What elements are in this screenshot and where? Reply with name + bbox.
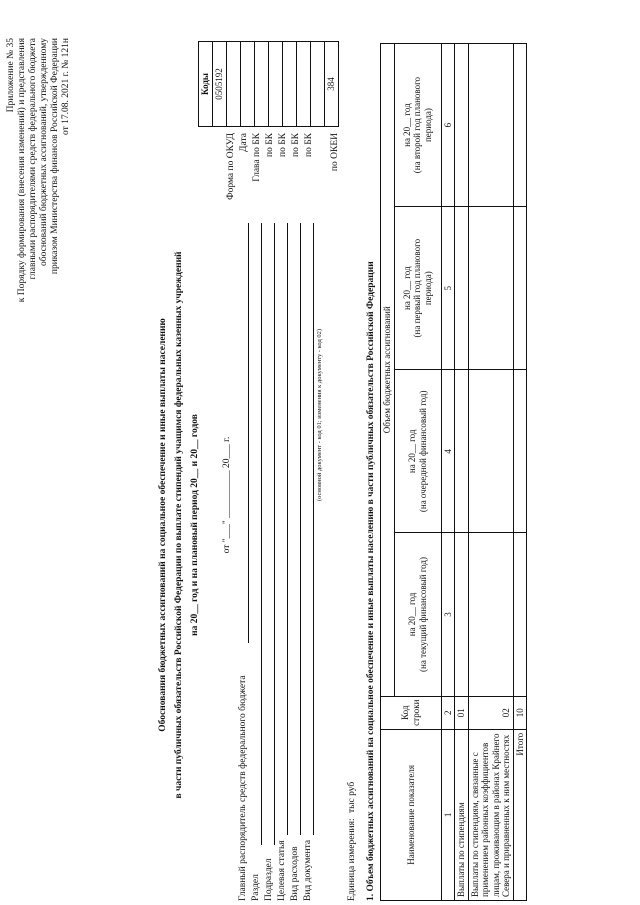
code-value xyxy=(297,42,311,127)
col-group-header: Объем бюджетных ассигнований xyxy=(381,44,395,697)
cell xyxy=(513,44,527,207)
unit-label: Единица измерения: xyxy=(347,818,357,901)
code-value xyxy=(269,42,283,127)
col-number: 6 xyxy=(441,44,455,207)
cell xyxy=(455,533,469,696)
cell xyxy=(468,44,513,207)
cell xyxy=(513,370,527,533)
date-line: от "___" __________ 20___ г. xyxy=(222,436,232,554)
doc-type-note: (основной документ - код 01; изменения к документу - код 02) xyxy=(316,328,323,502)
code-label: по БК xyxy=(265,133,275,158)
total-code: 10 xyxy=(513,696,527,729)
cell xyxy=(455,44,469,207)
appendix-line: от 17.08. 2021 г. № 121н xyxy=(61,38,71,135)
col-number: 2 xyxy=(441,696,455,729)
code-value: 0505192 xyxy=(213,42,227,127)
code-label: по БК xyxy=(278,133,288,158)
code-label: по ОКЕИ xyxy=(330,133,340,172)
appendix-line: обоснований бюджетных ассигнований, утвержденному xyxy=(39,38,49,266)
field-label: Вид документа xyxy=(303,839,313,901)
cell xyxy=(455,207,469,370)
field-underline xyxy=(300,223,301,835)
col-header-name: Наименование показателя xyxy=(381,729,442,900)
row-code: 01 xyxy=(455,696,469,729)
code-value xyxy=(255,42,269,127)
field-underline xyxy=(287,223,288,835)
field-label: Вид расходов xyxy=(290,846,300,901)
heading-line-3: на 20__ год и на плановый период 20__ и 20__ годов xyxy=(190,414,200,636)
code-label: Форма по ОКУД xyxy=(226,133,236,200)
total-row xyxy=(513,44,527,901)
cell xyxy=(513,207,527,370)
total-label: Итого xyxy=(513,729,527,900)
code-label: Глава по БК xyxy=(252,133,262,182)
cell xyxy=(455,370,469,533)
code-value xyxy=(241,42,255,127)
allocations-table xyxy=(380,43,527,901)
field-label: Целевая статья xyxy=(277,840,287,901)
codes-table xyxy=(198,41,339,127)
unit-value: тыс руб xyxy=(347,781,357,813)
code-label: по БК xyxy=(304,133,314,158)
code-value xyxy=(311,42,325,127)
field-label: Раздел xyxy=(251,874,261,901)
appendix-title: Приложение № 35 xyxy=(6,38,16,113)
table-row xyxy=(455,44,469,901)
row-code: 02 xyxy=(468,696,513,729)
col-header-code: Код строки xyxy=(381,696,442,729)
code-label: Дата xyxy=(239,133,249,152)
col-number: 5 xyxy=(441,207,455,370)
code-label: по БК xyxy=(291,133,301,158)
cell xyxy=(468,207,513,370)
row-name: Выплаты по стипендиям xyxy=(455,729,469,900)
cell xyxy=(468,533,513,696)
field-underline xyxy=(313,223,314,835)
col-number: 4 xyxy=(441,370,455,533)
field-underline xyxy=(248,223,249,643)
field-label: Главный распорядитель средств федерального бюджета xyxy=(238,675,248,901)
heading-line-1: Обоснования бюджетных ассигнований на социальное обеспечение и иные выплаты населению xyxy=(158,318,168,732)
row-name: Выплаты по стипендиям, связанные с применением районных коэффициентов лицам, проживающим в районах Крайнего Севера и приравненных к ним местностях xyxy=(468,729,513,900)
code-value: 384 xyxy=(325,42,339,127)
appendix-line: к Порядку формирования (внесения изменений) и представления xyxy=(17,38,27,303)
codes-header: Коды xyxy=(199,42,213,127)
heading-line-2: в части публичных обязательств Российской Федерации по выплате стипендий учащимся федеральных казенных учреждений xyxy=(174,251,184,799)
field-label: Подраздел xyxy=(264,858,274,901)
col-number: 1 xyxy=(441,729,455,900)
table-row xyxy=(468,44,513,901)
cell xyxy=(468,370,513,533)
cell xyxy=(513,533,527,696)
appendix-line: приказом Министерства финансов Российской Федерации xyxy=(50,38,60,275)
code-value xyxy=(227,42,241,127)
col-header-plan-year-2: на 20__ год (на второй год планового периода) xyxy=(394,44,441,207)
appendix-line: главными распорядителями средств федерального бюджета xyxy=(28,38,38,280)
column-numbers-row xyxy=(441,44,455,901)
appendix-block xyxy=(6,38,72,398)
code-value xyxy=(283,42,297,127)
col-number: 3 xyxy=(441,533,455,696)
col-header-current-year: на 20__ год (на текущий финансовый год) xyxy=(394,533,441,696)
field-underline xyxy=(261,223,262,845)
field-underline xyxy=(274,223,275,845)
section-1-title: 1. Объем бюджетных ассигнований на социальное обеспечение и иные выплаты населению в части публичных обязательств Российской Федерации xyxy=(366,261,376,901)
col-header-next-year: на 20__ год (на очередной финансовый год) xyxy=(394,370,441,533)
col-header-plan-year-1: на 20__ год (на первый год планового периода) xyxy=(394,207,441,370)
